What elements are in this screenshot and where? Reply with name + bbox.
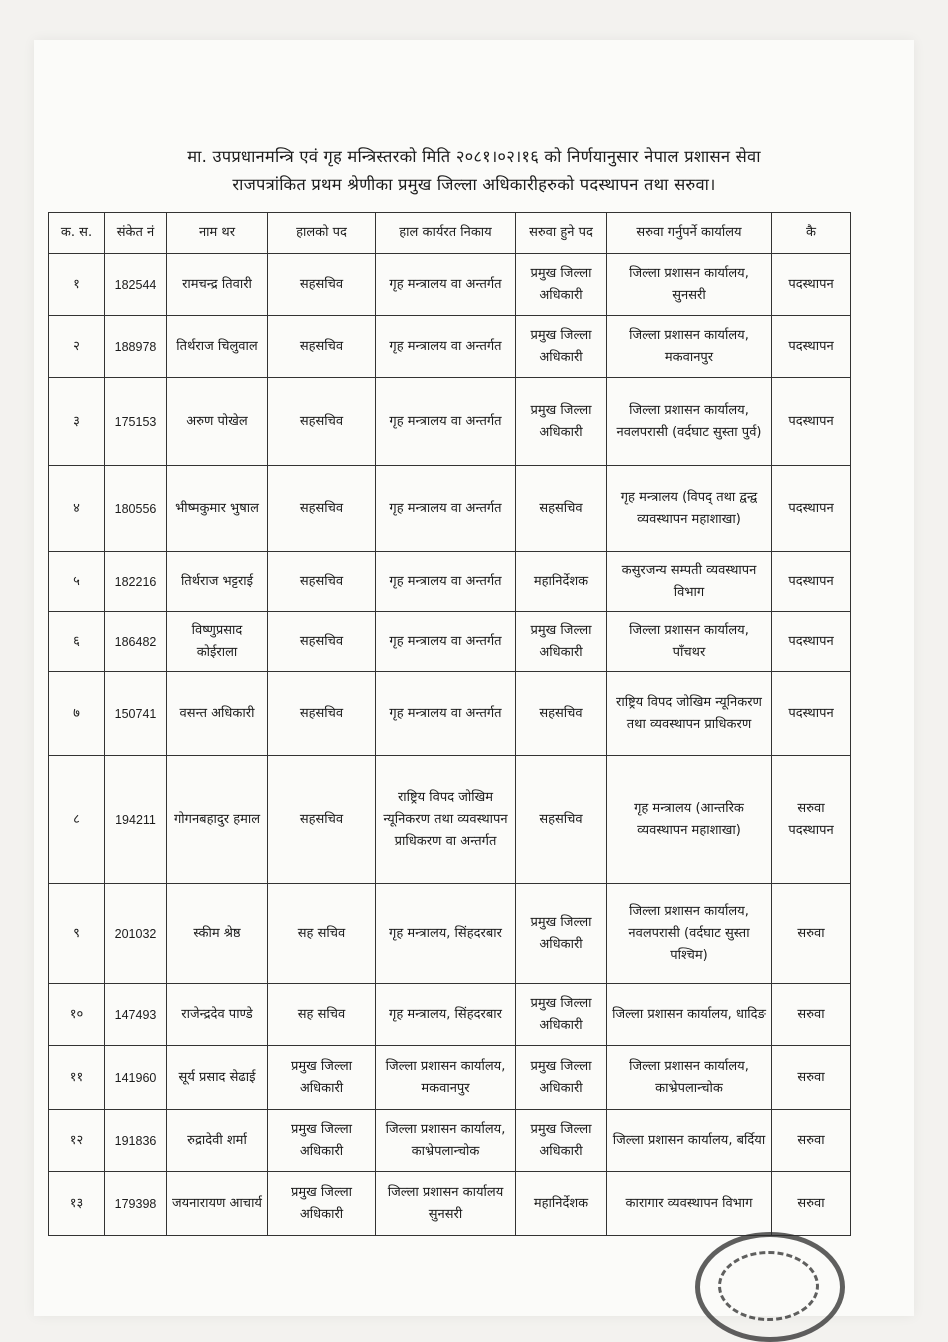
- current-office-cell: जिल्ला प्रशासन कार्यालय सुनसरी: [376, 1172, 516, 1236]
- name-cell: गोगनबहादुर हमाल: [167, 756, 268, 884]
- name-cell: रामचन्द्र तिवारी: [167, 254, 268, 316]
- remarks-cell: सरुवा पदस्थापन: [772, 756, 851, 884]
- current-post-cell: सहसचिव: [268, 552, 376, 612]
- serial-cell: ५: [49, 552, 105, 612]
- destination-office-cell: कारागार व्यवस्थापन विभाग: [607, 1172, 772, 1236]
- serial-cell: ९: [49, 884, 105, 984]
- current-post-cell: सहसचिव: [268, 756, 376, 884]
- destination-office-cell: जिल्ला प्रशासन कार्यालय, नवलपरासी (वर्दघाट सुस्ता पश्चिम): [607, 884, 772, 984]
- serial-cell: १२: [49, 1110, 105, 1172]
- name-cell: विष्णुप्रसाद कोईराला: [167, 612, 268, 672]
- table-row: [49, 466, 851, 552]
- current-office-cell: गृह मन्त्रालय, सिंहदरबार: [376, 884, 516, 984]
- code-cell: 147493: [105, 984, 167, 1046]
- table-row: [49, 316, 851, 378]
- code-cell: 182544: [105, 254, 167, 316]
- new-post-cell: सहसचिव: [516, 466, 607, 552]
- serial-cell: ११: [49, 1046, 105, 1110]
- remarks-cell: सरुवा: [772, 984, 851, 1046]
- official-seal-stamp: [695, 1232, 845, 1342]
- code-cell: 194211: [105, 756, 167, 884]
- code-cell: 191836: [105, 1110, 167, 1172]
- remarks-cell: सरुवा: [772, 1046, 851, 1110]
- code-cell: 182216: [105, 552, 167, 612]
- serial-cell: ४: [49, 466, 105, 552]
- remarks-cell: पदस्थापन: [772, 466, 851, 552]
- remarks-cell: पदस्थापन: [772, 254, 851, 316]
- remarks-cell: पदस्थापन: [772, 552, 851, 612]
- current-office-cell: गृह मन्त्रालय वा अन्तर्गत: [376, 316, 516, 378]
- table-row: [49, 612, 851, 672]
- current-post-cell: सहसचिव: [268, 378, 376, 466]
- serial-cell: ६: [49, 612, 105, 672]
- name-cell: राजेन्द्रदेव पाण्डे: [167, 984, 268, 1046]
- code-cell: 180556: [105, 466, 167, 552]
- new-post-cell: प्रमुख जिल्ला अधिकारी: [516, 378, 607, 466]
- new-post-cell: प्रमुख जिल्ला अधिकारी: [516, 612, 607, 672]
- current-post-cell: प्रमुख जिल्ला अधिकारी: [268, 1172, 376, 1236]
- name-cell: तिर्थराज भट्टराई: [167, 552, 268, 612]
- table-header-row: [49, 213, 851, 254]
- remarks-cell: पदस्थापन: [772, 378, 851, 466]
- new-post-cell: सहसचिव: [516, 672, 607, 756]
- remarks-cell: पदस्थापन: [772, 316, 851, 378]
- code-cell: 186482: [105, 612, 167, 672]
- current-post-cell: प्रमुख जिल्ला अधिकारी: [268, 1110, 376, 1172]
- destination-office-cell: जिल्ला प्रशासन कार्यालय, मकवानपुर: [607, 316, 772, 378]
- remarks-cell: सरुवा: [772, 1172, 851, 1236]
- new-post-cell: प्रमुख जिल्ला अधिकारी: [516, 984, 607, 1046]
- new-post-cell: महानिर्देशक: [516, 1172, 607, 1236]
- code-cell: 188978: [105, 316, 167, 378]
- destination-office-cell: जिल्ला प्रशासन कार्यालय, धादिङ: [607, 984, 772, 1046]
- name-cell: सूर्य प्रसाद सेढाई: [167, 1046, 268, 1110]
- serial-cell: ८: [49, 756, 105, 884]
- code-cell: 201032: [105, 884, 167, 984]
- destination-office-cell: गृह मन्त्रालय (आन्तरिक व्यवस्थापन महाशाखा): [607, 756, 772, 884]
- new-post-cell: प्रमुख जिल्ला अधिकारी: [516, 1046, 607, 1110]
- destination-office-cell: गृह मन्त्रालय (विपद् तथा द्वन्द्व व्यवस्थापन महाशाखा): [607, 466, 772, 552]
- current-office-cell: राष्ट्रिय विपद जोखिम न्यूनिकरण तथा व्यवस्थापन प्राधिकरण वा अन्तर्गत: [376, 756, 516, 884]
- current-post-cell: प्रमुख जिल्ला अधिकारी: [268, 1046, 376, 1110]
- header-destination-office: सरुवा गर्नुपर्ने कार्यालय: [607, 213, 772, 254]
- new-post-cell: प्रमुख जिल्ला अधिकारी: [516, 884, 607, 984]
- destination-office-cell: जिल्ला प्रशासन कार्यालय, काभ्रेपलान्चोक: [607, 1046, 772, 1110]
- current-office-cell: गृह मन्त्रालय वा अन्तर्गत: [376, 466, 516, 552]
- current-office-cell: जिल्ला प्रशासन कार्यालय, मकवानपुर: [376, 1046, 516, 1110]
- header-current-office: हाल कार्यरत निकाय: [376, 213, 516, 254]
- name-cell: जयनारायण आचार्य: [167, 1172, 268, 1236]
- name-cell: रुद्रादेवी शर्मा: [167, 1110, 268, 1172]
- serial-cell: १०: [49, 984, 105, 1046]
- header-code: संकेत नं: [105, 213, 167, 254]
- table-row: [49, 552, 851, 612]
- destination-office-cell: जिल्ला प्रशासन कार्यालय, सुनसरी: [607, 254, 772, 316]
- table-row: [49, 378, 851, 466]
- current-post-cell: सहसचिव: [268, 316, 376, 378]
- new-post-cell: प्रमुख जिल्ला अधिकारी: [516, 254, 607, 316]
- current-post-cell: सह सचिव: [268, 884, 376, 984]
- table-row: [49, 1172, 851, 1236]
- title-line-2: राजपत्रांकित प्रथम श्रेणीका प्रमुख जिल्ला अधिकारीहरुको पदस्थापन तथा सरुवा।: [232, 175, 716, 194]
- current-office-cell: गृह मन्त्रालय वा अन्तर्गत: [376, 378, 516, 466]
- table-row: [49, 254, 851, 316]
- code-cell: 141960: [105, 1046, 167, 1110]
- new-post-cell: महानिर्देशक: [516, 552, 607, 612]
- name-cell: वसन्त अधिकारी: [167, 672, 268, 756]
- destination-office-cell: जिल्ला प्रशासन कार्यालय, पाँचथर: [607, 612, 772, 672]
- current-office-cell: गृह मन्त्रालय, सिंहदरबार: [376, 984, 516, 1046]
- name-cell: तिर्थराज चिलुवाल: [167, 316, 268, 378]
- current-office-cell: गृह मन्त्रालय वा अन्तर्गत: [376, 612, 516, 672]
- current-post-cell: सह सचिव: [268, 984, 376, 1046]
- destination-office-cell: राष्ट्रिय विपद जोखिम न्यूनिकरण तथा व्यवस्थापन प्राधिकरण: [607, 672, 772, 756]
- current-office-cell: गृह मन्त्रालय वा अन्तर्गत: [376, 672, 516, 756]
- header-new-post: सरुवा हुने पद: [516, 213, 607, 254]
- serial-cell: १: [49, 254, 105, 316]
- header-serial: क. स.: [49, 213, 105, 254]
- current-office-cell: गृह मन्त्रालय वा अन्तर्गत: [376, 254, 516, 316]
- code-cell: 179398: [105, 1172, 167, 1236]
- destination-office-cell: कसुरजन्य सम्पती व्यवस्थापन विभाग: [607, 552, 772, 612]
- new-post-cell: सहसचिव: [516, 756, 607, 884]
- current-post-cell: सहसचिव: [268, 612, 376, 672]
- table-row: [49, 1110, 851, 1172]
- name-cell: भीष्मकुमार भुषाल: [167, 466, 268, 552]
- remarks-cell: पदस्थापन: [772, 672, 851, 756]
- title-line-1: मा. उपप्रधानमन्त्रि एवं गृह मन्त्रिस्तरको मिति २०८१।०२।१६ को निर्णयानुसार नेपाल प्रशासन सेवा: [187, 147, 761, 166]
- new-post-cell: प्रमुख जिल्ला अधिकारी: [516, 1110, 607, 1172]
- table-row: [49, 984, 851, 1046]
- transfer-table: [48, 212, 851, 1236]
- header-current-post: हालको पद: [268, 213, 376, 254]
- table-row: [49, 1046, 851, 1110]
- serial-cell: १३: [49, 1172, 105, 1236]
- name-cell: स्कीम श्रेष्ठ: [167, 884, 268, 984]
- document-title: [60, 143, 888, 199]
- destination-office-cell: जिल्ला प्रशासन कार्यालय, नवलपरासी (वर्दघाट सुस्ता पुर्व): [607, 378, 772, 466]
- current-post-cell: सहसचिव: [268, 672, 376, 756]
- name-cell: अरुण पोखेल: [167, 378, 268, 466]
- current-post-cell: सहसचिव: [268, 466, 376, 552]
- serial-cell: ७: [49, 672, 105, 756]
- current-office-cell: गृह मन्त्रालय वा अन्तर्गत: [376, 552, 516, 612]
- serial-cell: ३: [49, 378, 105, 466]
- serial-cell: २: [49, 316, 105, 378]
- current-post-cell: सहसचिव: [268, 254, 376, 316]
- remarks-cell: पदस्थापन: [772, 612, 851, 672]
- header-name: नाम थर: [167, 213, 268, 254]
- destination-office-cell: जिल्ला प्रशासन कार्यालय, बर्दिया: [607, 1110, 772, 1172]
- table-row: [49, 884, 851, 984]
- table-row: [49, 672, 851, 756]
- new-post-cell: प्रमुख जिल्ला अधिकारी: [516, 316, 607, 378]
- current-office-cell: जिल्ला प्रशासन कार्यालय, काभ्रेपलान्चोक: [376, 1110, 516, 1172]
- remarks-cell: सरुवा: [772, 1110, 851, 1172]
- table-row: [49, 756, 851, 884]
- code-cell: 175153: [105, 378, 167, 466]
- header-remarks: कै: [772, 213, 851, 254]
- remarks-cell: सरुवा: [772, 884, 851, 984]
- code-cell: 150741: [105, 672, 167, 756]
